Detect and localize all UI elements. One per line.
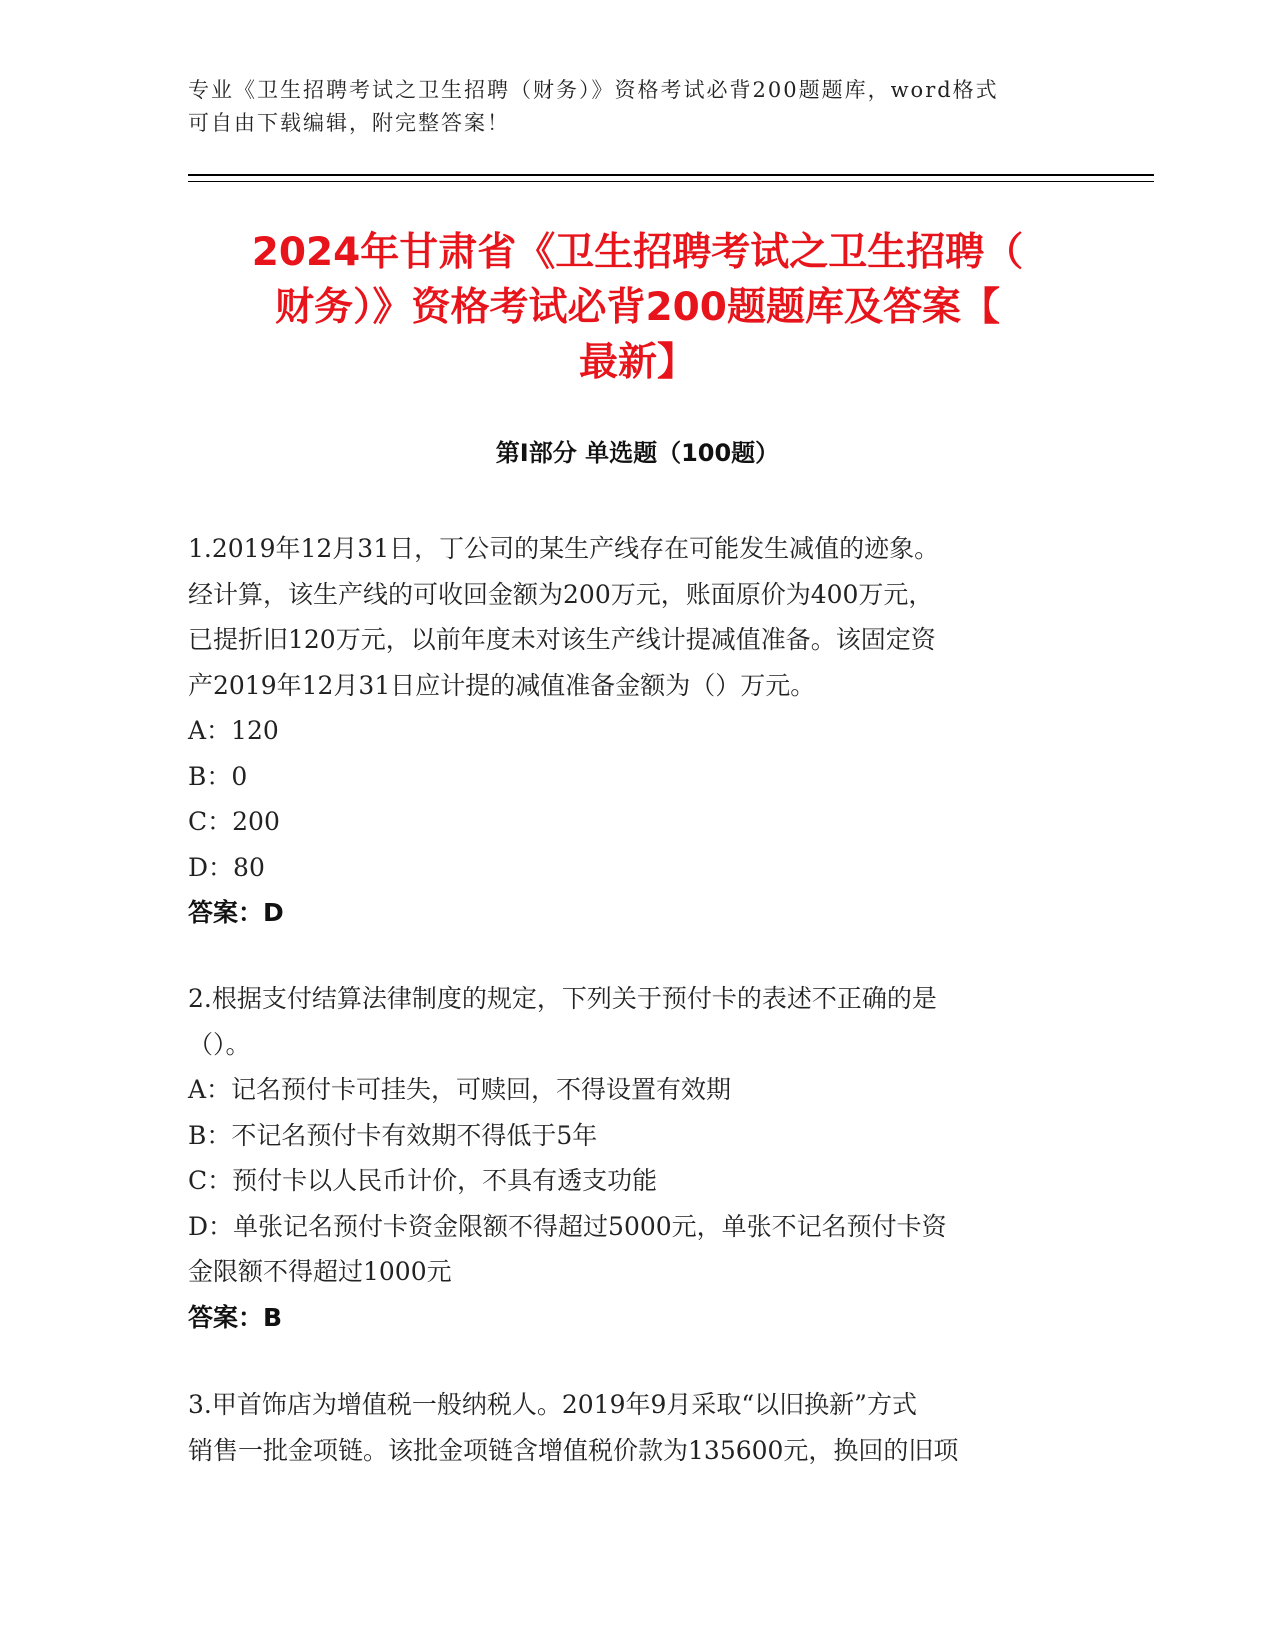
header-note <box>188 74 1068 140</box>
option-d: D：80 <box>188 852 265 882</box>
option-b: B：不记名预付卡有效期不得低于5年 <box>188 1120 598 1150</box>
option-d: D：单张记名预付卡资金限额不得超过5000元，单张不记名预付卡资 <box>188 1211 947 1241</box>
option-b: B：0 <box>188 761 248 791</box>
question-stem-line: 1.2019年12月31日，丁公司的某生产线存在可能发生减值的迹象。 <box>188 534 940 563</box>
option-c: C：预付卡以人民币计价，不具有透支功能 <box>188 1166 658 1195</box>
question-1 <box>188 526 1068 936</box>
question-2 <box>188 976 1068 1340</box>
header-divider-thin <box>188 181 1154 182</box>
question-stem-line: 经计算，该生产线的可收回金额为200万元，账面原价为400万元， <box>188 579 934 609</box>
question-3 <box>188 1382 1068 1473</box>
document-title <box>150 225 1125 390</box>
question-stem-line: 3.甲首饰店为增值税一般纳税人。2019年9月采取“以旧换新”方式 <box>188 1390 917 1419</box>
title-line: 财务）》资格考试必背200题题库及答案【 <box>275 285 1000 330</box>
question-stem-line: （）。 <box>188 1029 251 1059</box>
section-heading: 第Ⅰ部分 单选题（100题） <box>495 439 780 467</box>
question-stem-line: 销售一批金项链。该批金项链含增值税价款为135600元，换回的旧项 <box>188 1435 959 1465</box>
header-divider-thick <box>188 174 1154 176</box>
header-note-line: 可自由下载编辑，附完整答案！ <box>188 111 510 135</box>
title-line: 2024年甘肃省《卫生招聘考试之卫生招聘（ <box>251 230 1024 275</box>
question-stem-line: 已提折旧120万元，以前年度未对该生产线计提减值准备。该固定资 <box>188 625 936 654</box>
question-stem-line: 产2019年12月31日应计提的减值准备金额为（）万元。 <box>188 670 816 700</box>
answer-label: 答案：B <box>188 1302 283 1332</box>
option-a: A：记名预付卡可挂失，可赎回，不得设置有效期 <box>188 1075 732 1104</box>
title-line: 最新】 <box>578 340 696 385</box>
option-d-continued: 金限额不得超过1000元 <box>188 1257 452 1286</box>
answer-label: 答案：D <box>188 898 284 927</box>
question-stem-line: 2.根据支付结算法律制度的规定，下列关于预付卡的表述不正确的是 <box>188 984 937 1013</box>
header-note-line: 专业《卫生招聘考试之卫生招聘（财务）》资格考试必背200题题库，word格式 <box>188 78 999 102</box>
option-c: C：200 <box>188 807 280 836</box>
option-a: A：120 <box>188 716 279 745</box>
